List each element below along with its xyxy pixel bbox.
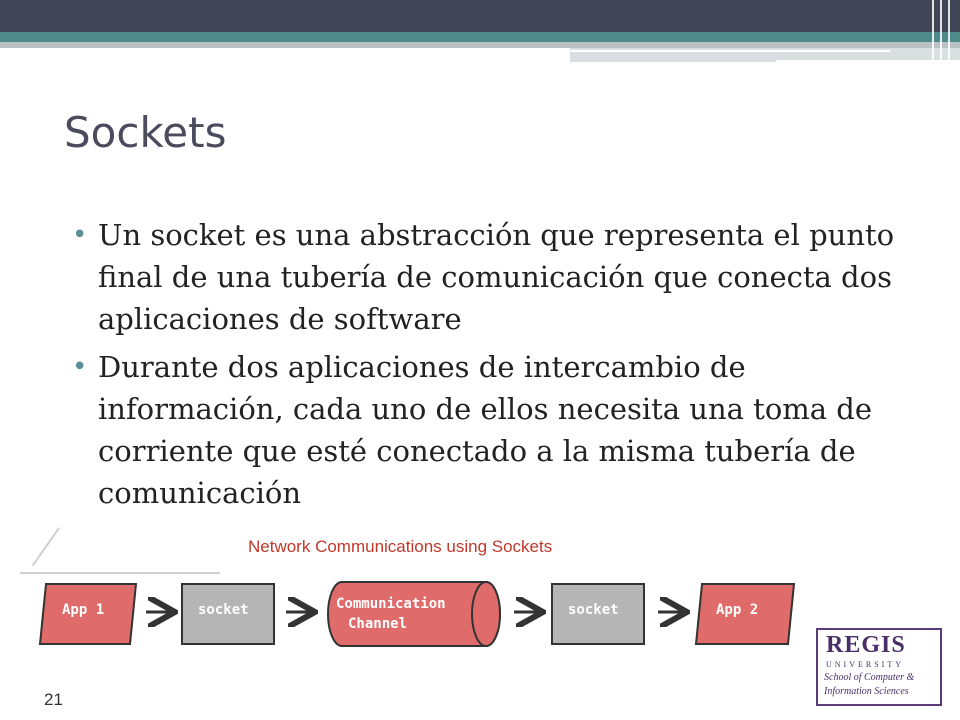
regis-university-logo (816, 628, 942, 706)
header-band-dark (0, 0, 960, 32)
logo-name: REGIS (826, 632, 906, 658)
socket1-node (182, 584, 274, 644)
page-number: 21 (44, 690, 63, 709)
socket1-label: socket (198, 602, 249, 618)
bullet-text: Un socket es una abstracción que representa el punto final de una tubería de comunicación que conecta dos aplicaciones de software (98, 218, 895, 336)
app2-node (696, 584, 794, 644)
app2-label: App 2 (716, 602, 759, 618)
channel-label: Channel (348, 616, 408, 632)
bullet-marker: • (72, 352, 88, 382)
header-vertical-rule (932, 0, 934, 62)
logo-school: Information Sciences (824, 686, 909, 697)
bullet-list (72, 214, 922, 520)
slide-title: Sockets (64, 108, 227, 157)
diagram-title: Network Communications using Sockets (248, 537, 553, 556)
channel-node (328, 582, 500, 646)
channel-label: Communication (336, 596, 446, 612)
bullet-text: Durante dos aplicaciones de intercambio de información, cada uno de ellos necesita una toma de corriente que esté conectado a la misma tubería de comunicación (98, 350, 873, 510)
socket2-node (552, 584, 644, 644)
header-vertical-rule (948, 0, 950, 62)
socket2-label: socket (568, 602, 619, 618)
logo-university: UNIVERSITY (826, 660, 904, 669)
header-band-rule (570, 50, 890, 52)
app1-label: App 1 (62, 602, 105, 618)
header-band-teal (0, 32, 960, 42)
bullet-item (72, 214, 922, 340)
header-vertical-rule (940, 0, 942, 62)
bullet-item (72, 346, 922, 514)
app1-node (40, 584, 136, 644)
logo-school: School of Computer & (824, 672, 915, 683)
bullet-marker: • (72, 220, 88, 250)
socket-diagram (0, 560, 820, 670)
